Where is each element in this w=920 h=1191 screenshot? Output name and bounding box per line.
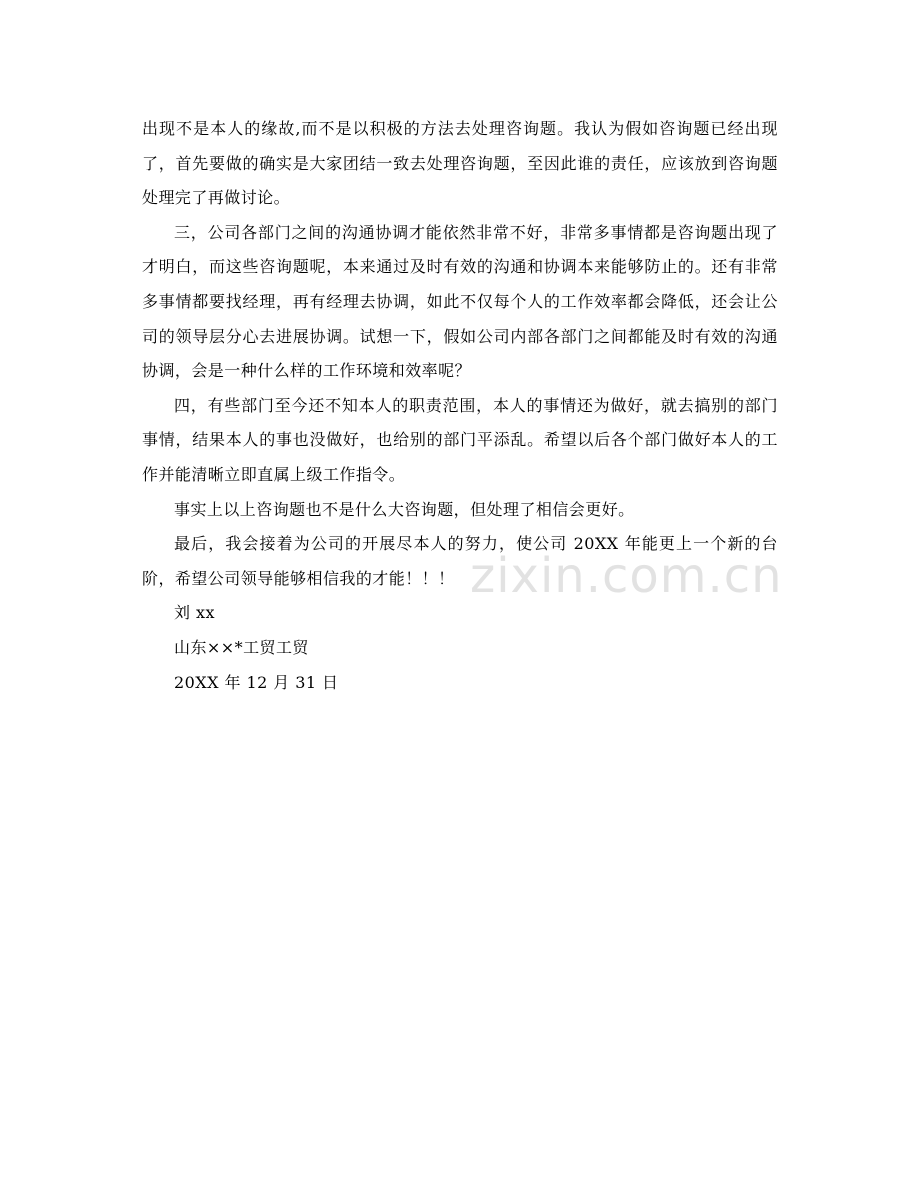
paragraph-closing: 最后，我会接着为公司的开展尽本人的努力，使公司 20XX 年能更上一个新的台阶，希望公司领导能够相信我的才能！！！ xyxy=(142,534,778,588)
paragraph-summary: 事实上以上咨询题也不是什么大咨询题，但处理了相信会更好。 xyxy=(174,499,635,519)
signature-name: 刘 xx xyxy=(174,603,215,623)
paragraph-continuation: 出现不是本人的缘故,而不是以积极的方法去处理咨询题。我认为假如咨询题已经出现了，首先要做的确实是大家团结一致去处理咨询题，至因此谁的责任，应该放到咨询题处理完了再做讨论。 xyxy=(142,119,778,208)
signature-date: 20XX 年 12 月 31 日 xyxy=(174,672,339,692)
document-body xyxy=(142,112,778,700)
paragraph-point-three: 三，公司各部门之间的沟通协调才能依然非常不好，非常多事情都是咨询题出现了才明白，而这些咨询题呢，本来通过及时有效的沟通和协调本来能够防止的。还有非常多事情都要找经理，再有经理去协调，如此不仅每个人的工作效率都会降低，还会让公司的领导层分心去进展协调。试想一下，假如公司内部各部门之间都能及时有效的沟通协调，会是一种什么样的工作环境和效率呢？ xyxy=(142,222,778,381)
paragraph-point-four: 四，有些部门至今还不知本人的职责范围，本人的事情还为做好，就去搞别的部门事情，结果本人的事也没做好，也给别的部门平添乱。希望以后各个部门做好本人的工作并能清晰立即直属上级工作指令。 xyxy=(142,395,778,484)
signature-company: 山东××*工贸工贸 xyxy=(174,637,309,657)
watermark-text: zixin.com.cn xyxy=(470,548,783,604)
